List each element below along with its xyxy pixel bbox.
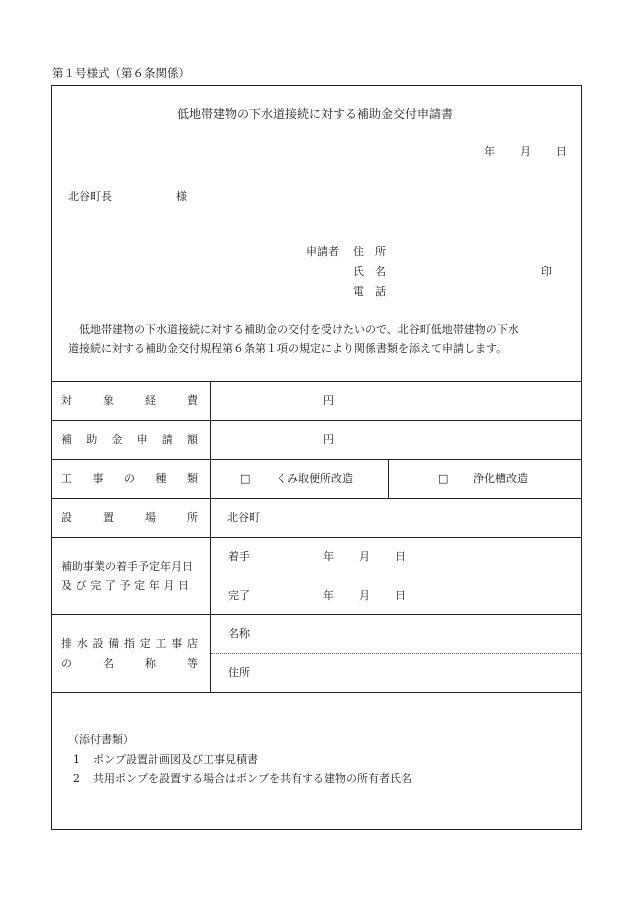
attachment-1-text: ポンプ設置計画図及び工事見積書 xyxy=(93,753,258,766)
start-year-label: 年 xyxy=(323,550,334,563)
target-cost-label: 対 象 経 費 xyxy=(61,394,198,407)
work-type-label: 工 事 の 種 類 xyxy=(61,472,198,485)
contractor-name-label: 名称 xyxy=(228,627,250,640)
option-pit-toilet-label: くみ取便所改造 xyxy=(276,472,353,485)
attachment-1-number: 1 xyxy=(73,753,80,766)
option-septic-tank-label: 浄化槽改造 xyxy=(473,472,528,485)
attachments-header: （添付書類） xyxy=(68,733,134,746)
application-form-frame xyxy=(51,85,582,830)
start-label: 着手 xyxy=(228,550,250,563)
contractor-label-line-2: の 名 称 等 xyxy=(61,657,198,670)
form-title: 低地帯建物の下水道接続に対する補助金交付申請書 xyxy=(176,107,453,121)
seal-mark: 印 xyxy=(541,265,552,278)
target-cost-unit: 円 xyxy=(323,394,334,407)
contractor-address-label: 住所 xyxy=(228,666,250,679)
start-day-label: 日 xyxy=(395,550,406,563)
applicant-address-label: 住 所 xyxy=(353,245,386,258)
schedule-label-line-2: 及 び 完 了 予 定 年 月 日 xyxy=(61,579,189,592)
date-year-label: 年 xyxy=(484,145,495,158)
date-month-label: 月 xyxy=(520,145,531,158)
installation-location-value: 北谷町 xyxy=(227,511,260,524)
addressee-honorific: 様 xyxy=(176,190,187,203)
attachment-2-number: 2 xyxy=(73,772,80,785)
addressee-name: 北谷町長 xyxy=(68,190,112,203)
applicant-name-label: 氏 名 xyxy=(353,265,386,278)
subsidy-amount-unit: 円 xyxy=(323,433,334,446)
finish-month-label: 月 xyxy=(359,589,370,602)
start-month-label: 月 xyxy=(359,550,370,563)
installation-location-label: 設 置 場 所 xyxy=(61,511,198,524)
attachment-2-text: 共用ポンプを設置する場合はポンプを共有する建物の所有者氏名 xyxy=(93,772,412,785)
schedule-label-line-1: 補助事業の着手予定年月日 xyxy=(61,560,193,573)
checkbox-pit-toilet[interactable]: □ xyxy=(240,472,251,485)
form-number-label: 第１号様式（第６条関係） xyxy=(52,66,190,80)
statement-line-1: 低地帯建物の下水道接続に対する補助金の交付を受けたいので、北谷町低地帯建物の下水 xyxy=(79,323,519,336)
finish-year-label: 年 xyxy=(323,589,334,602)
applicant-phone-label: 電 話 xyxy=(353,285,386,298)
checkbox-septic-tank[interactable]: □ xyxy=(438,472,449,485)
date-day-label: 日 xyxy=(556,145,567,158)
finish-label: 完了 xyxy=(228,589,250,602)
statement-line-2: 道接続に対する補助金交付規程第６条第１項の規定により関係書類を添えて申請します。 xyxy=(68,342,508,355)
finish-day-label: 日 xyxy=(395,589,406,602)
applicant-role-label: 申請者 xyxy=(306,245,339,258)
contractor-label-line-1: 排 水 設 備 指 定 工 事 店 xyxy=(61,637,198,650)
subsidy-amount-label: 補 助 金 申 請 額 xyxy=(61,433,198,446)
